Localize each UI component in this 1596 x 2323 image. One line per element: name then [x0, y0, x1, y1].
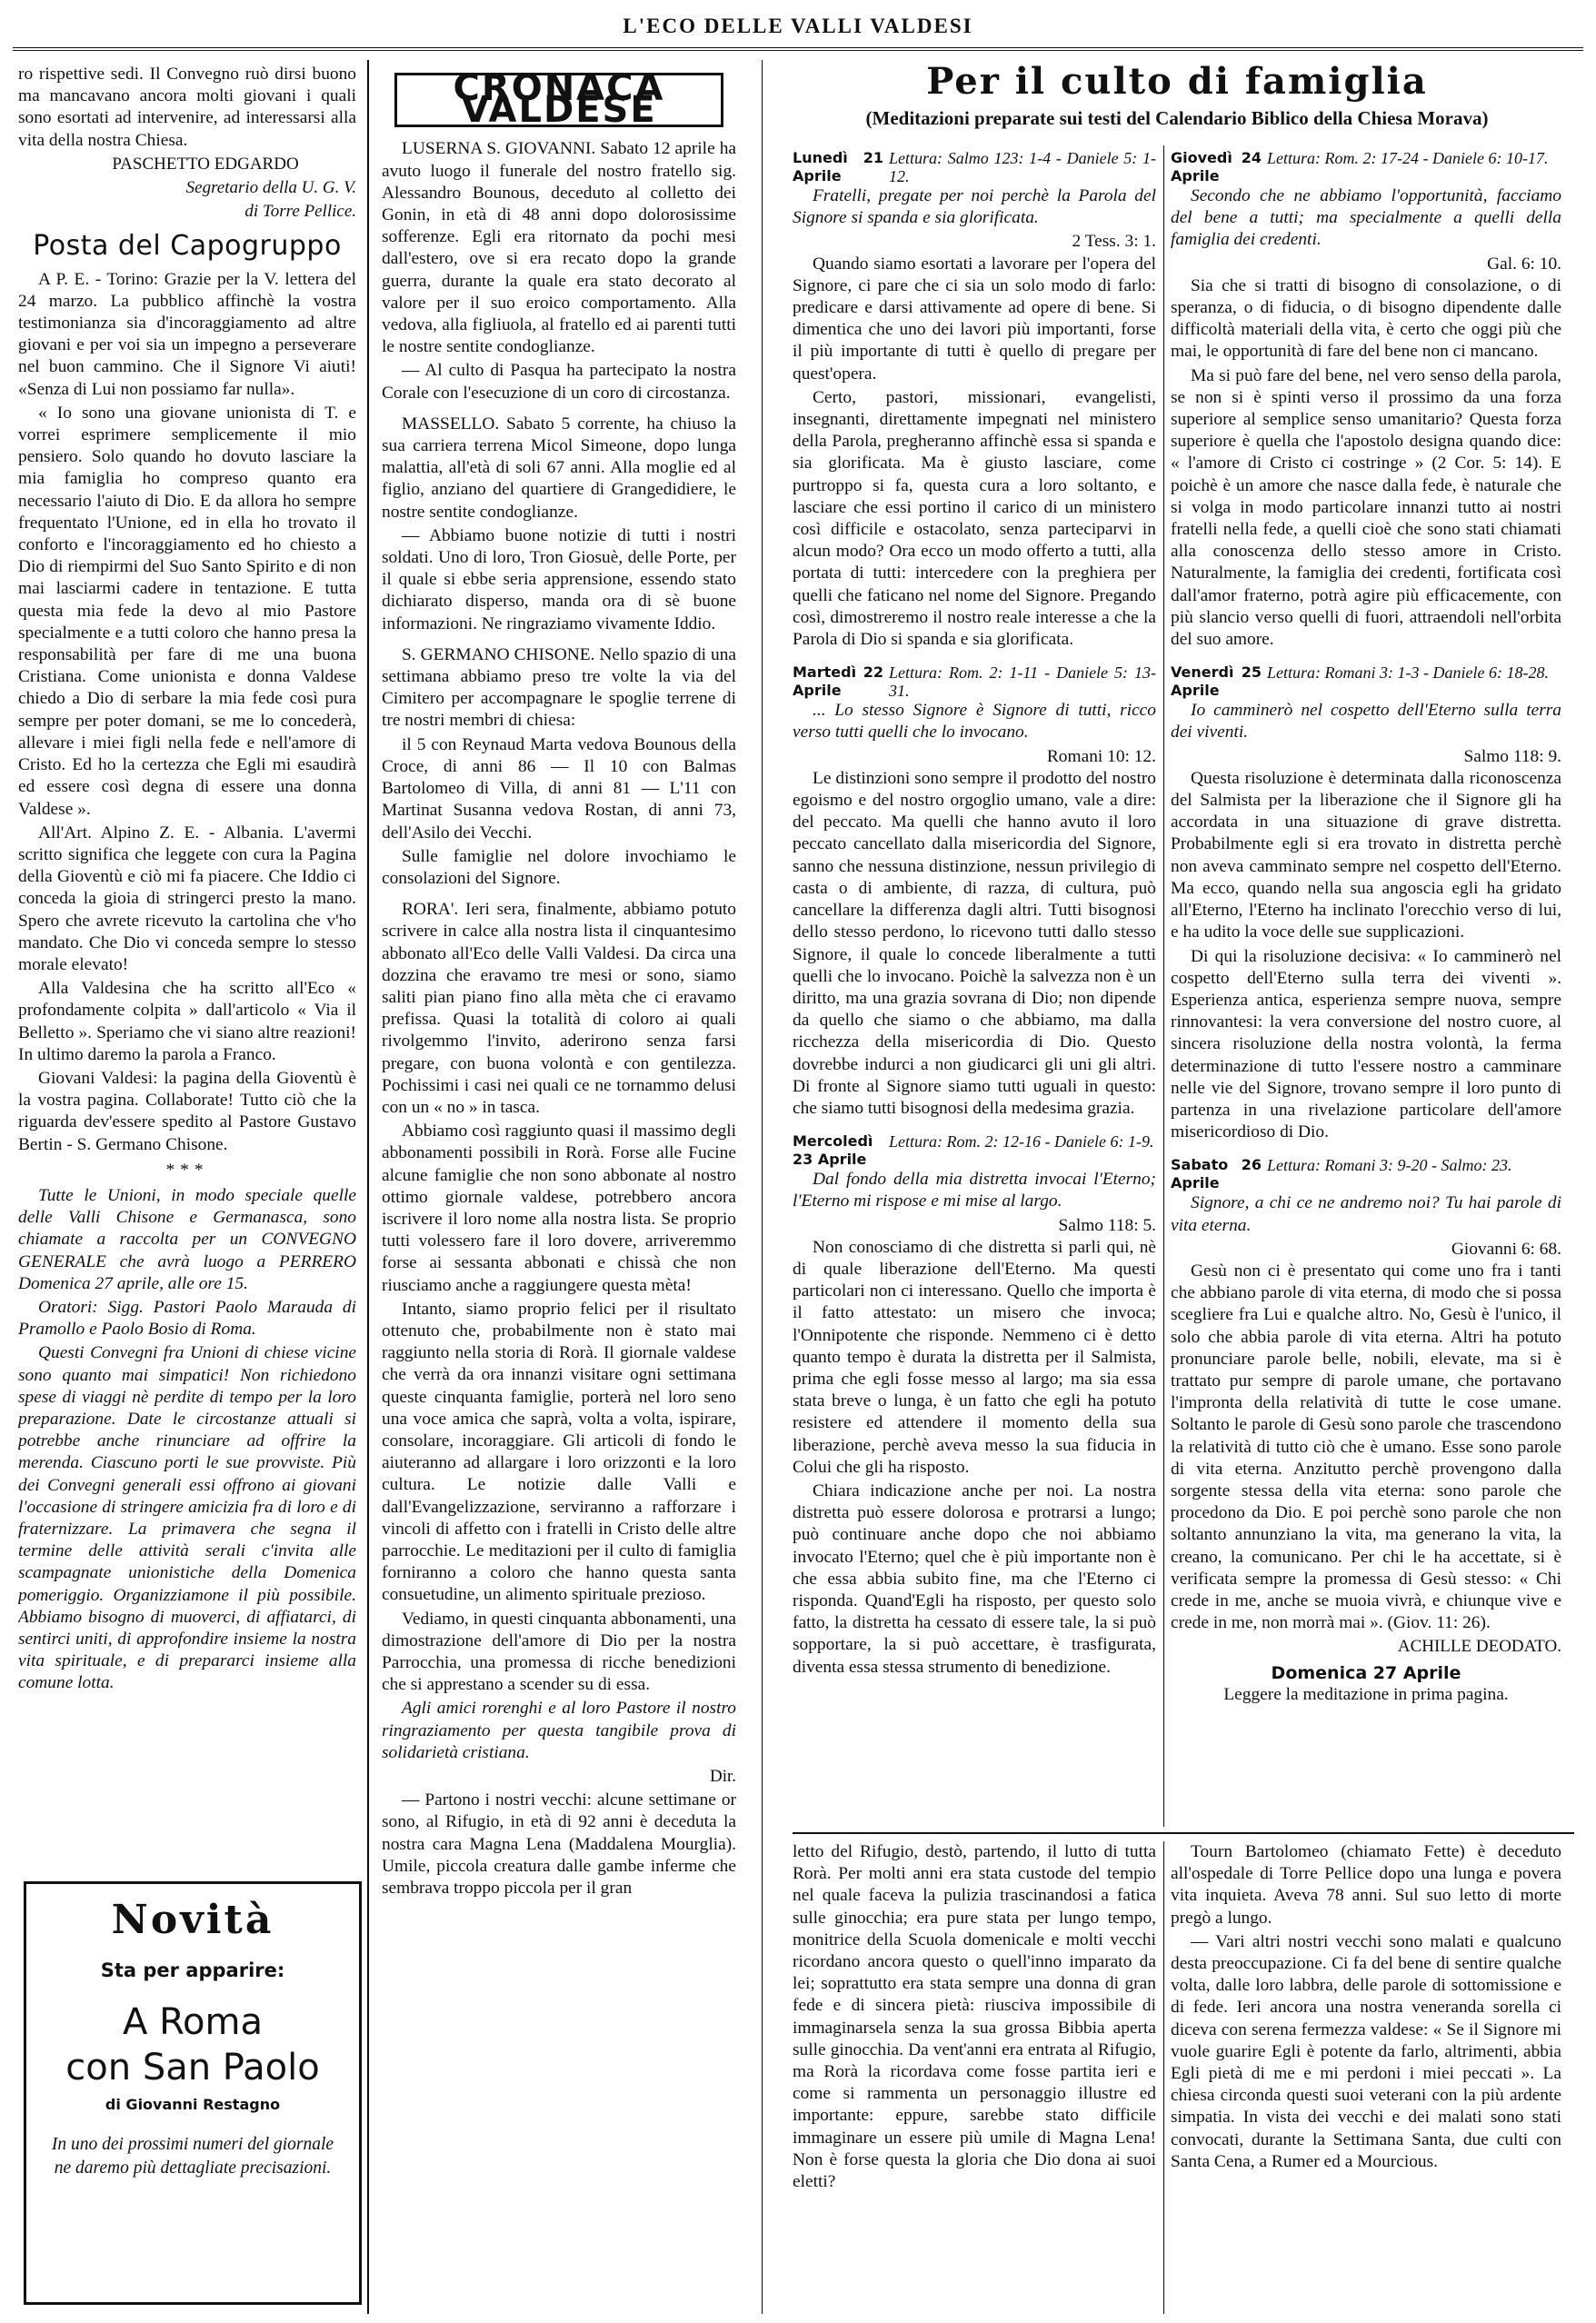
- news-massello: MASSELLO. Sabato 5 corrente, ha chiuso la sua carriera terrena Micol Simeone, dopo lunga malattia, all'età di soli 67 anni. Alla moglie ed al figlio, anziano del quartiere di Grangedidiere, le nostre sentite condoglianze.: [382, 414, 736, 522]
- verse-text: ... Lo stesso Signore è Signore di tutti, ricco verso tutti quelli che lo invocano.: [793, 701, 1156, 743]
- day-label: Lunedì 21 Aprile: [793, 149, 883, 184]
- news-rora: RORA'. Ieri sera, finalmente, abbiamo potuto scrivere in calce alla nostra lista il cinquantesimo abbonato all'Eco delle Valli Valdesi. Da circa una dozzina che eravamo tre mesi or sono, siamo saliti pian piano fino alla mèta che ci eravamo prefissa. Quasi la totalità di coloro ai quali rivolgemmo l'invito, aderirono senza farsi pregare, con buona volontà e con gentilezza. Pochissimi i casi nei quali ce ne tornammo delusi con un « no » in tasca.: [382, 900, 736, 1117]
- day-reading: Lettura: Rom. 2: 17-24 - Daniele 6: 10-17.: [1267, 149, 1549, 167]
- meditation-paragraph: Questa risoluzione è determinata dalla riconoscenza del Salmista per la liberazione che il Signore gli ha accordata in una situazione di grave distretta. Probabilmente egli si era trovato in distretta perchè non aveva camminato sempre nel cospetto dell'Eterno. Ma ecco, quando nella sua angoscia egli ha gridato all'Eterno, l'Eterno ha inclinato l'orecchio verso di lui, e ha udito la voce delle sue supplicazioni.: [1171, 768, 1561, 942]
- news-rora-signature: Dir.: [709, 1767, 736, 1787]
- sunday-label: Domenica 27 Aprile: [1271, 1662, 1461, 1683]
- news-luserna: LUSERNA S. GIOVANNI. Sabato 12 aprile ha avuto luogo il funerale del nostro fratello sig. Alessandro Bounous, deceduto al colletto dei Gonin, in età di 48 anni dopo dolorosissime sofferenze. Egli era ritornato da pochi mesi dall'estero, ove si era recato dopo la grande guerra, durante la quale era stato decorato al valore per il suo eroico comportamento. Alla vedova, alla figliuola, al fratello ed ai parenti tutti le nostre sentite condoglianze.: [382, 139, 736, 357]
- verse-ref: Giovanni 6: 68.: [1451, 1239, 1561, 1259]
- convegno-ending: ro rispettive sedi. Il Convegno ruò dirsi buono ma mancavano ancora molti giovani i quali sono esortati ad intervenire, ad interessarsi alla vita della nostra Chiesa.: [18, 65, 356, 150]
- meditation-paragraph: Certo, pastori, missionari, evangelisti, insegnanti, direttamente impegnati nel ministero della Parola, pregheranno affinchè essa si spanda e sia glorificata. Ma è giusto lasciare, come purtroppo si fa, questa cura a loro soltanto, e lasciare che essi portino il carico di un ministero così difficile e ostacolato, senza parteciparvi in alcun modo? Ora ecco un modo offerto a tutti, alla portata di tutti: intercedere con la preghiera per quelli che faticano nel nome del Signore. Pregando così, dimostreremo il nostro reale interesse a che la Parola di Dio si spanda e sia glorificata.: [793, 387, 1156, 650]
- day-monday: [793, 149, 1156, 185]
- signature-name: PASCHETTO EDGARDO: [112, 154, 299, 174]
- news-sgermano-2: il 5 con Reynaud Marta vedova Bounous della Croce, di anni 86 — Il 10 con Balmas Bartolomeo di Villa, di anni 81 — L'11 con Martinat Susanna vedova Rostan, di anni 73, dell'Asilo dei Vecchi.: [382, 734, 736, 842]
- day-label: Sabato 26 Aprile: [1171, 1156, 1262, 1192]
- letter-reply-3: Alla Valdesina che ha scritto all'Eco « profondamente colpita » dall'articolo « Via il Belletto ». Speriamo che vi siano altre reazioni! In ultimo daremo la parola a Franco.: [18, 979, 356, 1064]
- cronaca-title: CRONACA VALDESE: [394, 73, 723, 127]
- verse-text: Dal fondo della mia distretta invocai l'Eterno; l'Eterno mi rispose e mi mise al largo.: [793, 1170, 1156, 1211]
- verse-ref: Romani 10: 12.: [1046, 746, 1156, 766]
- verse-text: Fratelli, pregate per noi perchè la Parola del Signore si spanda e sia glorificata.: [793, 186, 1156, 228]
- rora-continuation: letto del Rifugio, destò, partendo, il lutto di tutta Rorà. Per molti anni era stata custode del tempio nel quale faceva la pulizia trascinandosi a fatica sulle ginocchia; era pure stata per lungo tempo, monitrice della Scuola domenicale e molti vecchi ricordano ancora questo o quell'inno imparato da lei; soprattutto era stata sempre una donna di gran fede e di sincera pietà: riusciva impossibile di immaginarsela senza la sua grossa Bibbia aperta sulle ginocchia. Da vent'anni era entrata al Rifugio, ma Rorà la ricordava come fosse partita ieri e come si rammenta un personaggio illustre ed importante: eppure, sarebbe stato difficile immaginare un essere più umile di Magna Lena! Non è forse questa la gloria che Dio dona ai suoi eletti?: [793, 1842, 1156, 2192]
- novita-title: Novità: [111, 1897, 274, 1943]
- convegno-announcement: Tutte le Unioni, in modo speciale quelle delle Valli Chisone e Germanasca, sono chiamate a raccolta per un CONVEGNO GENERALE che avrà luogo a PERRERO Domenica 27 aprile, alle ore 15.: [18, 1185, 356, 1293]
- column-rule-4: [1163, 1841, 1164, 2314]
- column-rule-3: [1163, 145, 1164, 1827]
- day-label: Giovedì 24 Aprile: [1171, 149, 1262, 184]
- section-separator: ***: [165, 1160, 209, 1180]
- culto-title: Per il culto di famiglia: [926, 60, 1428, 103]
- verse-ref: Gal. 6: 10.: [1487, 254, 1561, 274]
- bottom-section-rule: [793, 1832, 1574, 1834]
- novita-advert: [24, 1881, 362, 2305]
- rora-news-tourn: Tourn Bartolomeo (chiamato Fette) è deceduto all'ospedale di Torre Pellice dopo una lunga e povera vita inquieta. Aveva 78 anni. Sul suo letto di morte pregò a lungo.: [1171, 1842, 1561, 1928]
- column-5: [793, 1841, 1156, 2314]
- day-friday: [1171, 663, 1561, 700]
- day-label: Mercoledì 23 Aprile: [793, 1132, 873, 1169]
- column-3: [793, 145, 1156, 1827]
- news-sgermano: S. GERMANO CHISONE. Nello spazio di una settimana abbiamo preso tre volte la via del Cimitero per accompagnare le spoglie terrene di tre nostri membri di chiesa:: [382, 644, 736, 731]
- meditation-paragraph: Quando siamo esortati a lavorare per l'opera del Signore, ci pare che ci sia un solo modo di farlo: predicare e darsi attivamente ad opere di bene. Si dimentica che uno dei lavori più importanti, forse il più importante di tutti è quello di pregare per quest'opera.: [793, 254, 1156, 384]
- signature-place: di Torre Pellice.: [244, 202, 356, 222]
- news-rora-4: Vediamo, in questi cinquanta abbonamenti, una dimostrazione dell'amore di Dio per la nostra Parrocchia, una promessa di ricche benedizioni che si apprestano a scender su di essa.: [382, 1609, 736, 1695]
- meditation-paragraph: Ma si può fare del bene, nel vero senso della parola, se non si è spinti verso il prossimo da una forza superiore al semplice senso umanitario? Questa forza superiore è quella che l'apostolo designa quando dice: « l'amore di Cristo ci costringe » (2 Cor. 5: 14). E poichè è un amore che nasce dalla fede, è naturale che si volga in modo particolare innanzi tutto ai nostri fratelli nella fede, a quelli cioè che sono stati chiamati alla conoscenza dello stesso amore in Cristo. Naturalmente, la famiglia dei credenti, fortificata così dall'amor fraterno, potrà agire più efficacemente, con più slancio verso quelli di fuori, attraendoli nell'orbita del suo amore.: [1171, 365, 1561, 650]
- meditation-paragraph: Sia che si tratti di bisogno di consolazione, o di speranza, o di fiducia, o di bisogno dipendente dalle difficoltà materiali della vita, è certo che oggi più che mai, le opportunità di fare del bene non ci mancano.: [1171, 275, 1561, 362]
- column-rule-2: [762, 60, 763, 2314]
- day-wednesday: [793, 1132, 1156, 1169]
- meditation-paragraph: Di qui la risoluzione decisiva: « Io camminerò nel cospetto dell'Eterno sulla terra dei viventi ». Esperienza antica, esperienza sempre nuova, sempre rinnovantesi: la vera conversione del nostro cuore, al sincera risoluzione della nostra volontà, la ferma determinazione di tutto l'essere nostro a camminare nelle vie del Signore, trovano sempre il loro punto di partenza in una rivelazione particolare dell'amore misericordioso di Dio.: [1171, 946, 1561, 1142]
- verse-text: Signore, a chi ce ne andremo noi? Tu hai parole di vita eterna.: [1171, 1193, 1561, 1235]
- letter-reply-4: Giovani Valdesi: la pagina della Gioventù è la vostra pagina. Collaborate! Tutto ciò che la riguarda dev'essere spedito al Pastore Gustavo Bertin - S. Germano Chisone.: [18, 1068, 356, 1154]
- book-author: di Giovanni Restagno: [105, 2096, 281, 2113]
- meditation-paragraph: Le distinzioni sono sempre il prodotto del nostro egoismo e del nostro orgoglio umano, vale a dire: del peccato. Ma quelli che hanno avuto il loro peccato cancellato dalla misericordia del Signore, sanno che nessuna distinzione, nessun privilegio di casta o di ambiente, di razza, di cultura, può cancellare la differenza dagli altri. Tutti bisognosi dello stesso perdono, lo ricevono tutti dallo stesso Signore, il quale lo concede liberalmente a tutti quelli che lo invocano. Poichè la salvezza non è un diritto, ma una grazia sovrana di Dio; non dipende da quello che siamo o che abbiamo, ma dalla ricchezza della misericordia di Dio. Questo dovrebbe indurci a non giudicarci gli uni gli altri. Di fronte al Signore siamo tutti uguali in questo: che siamo tutti bisognosi della medesima grazia.: [793, 768, 1156, 1118]
- verse-ref: 2 Tess. 3: 1.: [1072, 232, 1156, 252]
- letter-reply-1: A P. E. - Torino: Grazie per la V. lettera del 24 marzo. La pubblico affinchè la vostra testimonianza sia d'incoraggiamento ad altre giovani e per voi sia un impegno a perseverare nel buon cammino. Che il Signore Vi aiuti! «Senza di Lui non possiamo far nulla».: [18, 269, 356, 399]
- header-rule: [13, 47, 1583, 51]
- news-luserna-2: — Al culto di Pasqua ha partecipato la nostra Corale con l'esecuzione di un coro di circostanza.: [382, 361, 736, 403]
- book-title-line-1: A Roma: [122, 2001, 264, 2043]
- day-label: Martedì 22 Aprile: [793, 663, 883, 700]
- sunday-note: Leggere la meditazione in prima pagina.: [1223, 1684, 1509, 1704]
- day-saturday: [1171, 1156, 1561, 1192]
- verse-text: Io camminerò nel cospetto dell'Eterno sulla terra dei viventi.: [1171, 701, 1561, 743]
- letter-quote: « Io sono una giovane unionista di T. e vorrei esprimere semplicemente il mio pensiero. Solo quando ho dovuto lasciare la mia famiglia ho compreso quanto era necessario l'aiuto di Dio. E da allora ho sempre frequentato l'Unione, ed in ella ho trovato il conforto e l'incoraggiamento ed ho chiesto a Dio di riempirmi del Suo Santo Spirito e di non mai lasciarmi cadere in tentazione. E tutta questa mia fede la devo al mio Pastore specialmente e a tutti coloro che hanno presa la responsabilità per fare di me una buona Cristiana. Come unionista e donna Valdese chiedo a Dio di serbare la mia fede così pura sempre per poter domani, se me lo concederà, allevare i miei figli nella fede e nell'amore di Cristo. Ed ho la certezza che Egli mi esaudirà ed essere così degna di essere una donna Valdese ».: [18, 403, 356, 819]
- news-massello-2: — Abbiamo buone notizie di tutti i nostri soldati. Uno di loro, Tron Giosuè, delle Porte, per il quale si ebbe seria apprensione, essendo stato dichiarato disperso, manda ora di sè buone informazioni. Ne ringraziamo vivamente Iddio.: [382, 525, 736, 633]
- news-rora-2: Abbiamo così raggiunto quasi il massimo degli abbonamenti possibili in Rorà. Forse alle Fucine alcune famiglie che non sono abbonate al nostro ottimo giornale valdese, potrebbero ancora iscrivere il loro nome alla nostra lista. Se proprio tutti volessero fare il loro dovere, arriveremmo forse ai sessanta abbonati e chissà che non riusciamo anche a raggiungere questa mèta!: [382, 1122, 736, 1295]
- letter-reply-2: All'Art. Alpino Z. E. - Albania. L'avermi scritto significa che leggete con cura la Pagina della Gioventù e ciò mi fa piacere. Che Iddio ci conceda la gioia di stringerci presto la mano. Spero che avrete ricevuto la cartolina che v'ho mandato. Che Dio vi conceda sempre lo stesso morale elevato!: [18, 823, 356, 974]
- day-label: Venerdì 25 Aprile: [1171, 663, 1262, 700]
- column-6: [1171, 1841, 1561, 2314]
- meditation-paragraph: Gesù non ci è presentato qui come uno fra i tanti che abbiano parole di vita eterna, di modo che si possa scegliere fra Lui e qualche altro. No, Gesù è l'unico, il solo che abbia parole di vita eterna. Altri ha potuto pronunciare parole belle, nobili, elevate, ma si è trattato pur sempre di parole umane, che portavano l'impronta della relatività di tutte le cose umane. Soltanto le parole di Gesù sono parole che trascendono la relatività di tutto ciò che è umano. Esse sono parole di vita eterna. Anzitutto perchè provengono dalla sorgente stessa della vita eterna: sono parole che procedono da Dio. E poi perchè sono parole che non soltanto annunziano la vita, ma generano la vita, la creano, la comunicano. Per chi le ha accettate, si è verificata sempre la promessa di Gesù stesso: « Chi crede in me, anche se muoia vivrà, e chiunque vive e crede in me, non morrà mai ». (Giov. 11: 26).: [1171, 1261, 1561, 1633]
- news-sgermano-3: Sulle famiglie nel dolore invochiamo le consolazioni del Signore.: [382, 846, 736, 888]
- news-rora-5: Agli amici rorenghi e al loro Pastore il nostro ringraziamento per questa tangibile prova di solidarietà cristiana.: [382, 1699, 736, 1762]
- culto-subtitle: (Meditazioni preparate sui testi del Calendario Biblico della Chiesa Morava): [865, 107, 1489, 129]
- meditation-paragraph: Chiara indicazione anche per noi. La nostra distretta può essere dolorosa e protrarsi a lungo; può continuare anche dopo che noi abbiamo invocato l'Eterno; quel che è più importante non è che essa abbia subito fine, ma che l'Eterno ci risponda. Quand'Egli ha risposto, per questo solo fatto, la distretta ha cessato di essere tale, la si può sopportare, la si può accettare, è trasfigurata, diventa essa stessa strumento di benedizione.: [793, 1481, 1156, 1677]
- novita-note: In uno dei prossimi numeri del giornale ne daremo più dettagliate precisazioni.: [51, 2135, 334, 2178]
- verse-ref: Salmo 118: 9.: [1463, 746, 1561, 766]
- column-1: [18, 64, 356, 1836]
- day-tuesday: [793, 663, 1156, 700]
- column-2: [382, 64, 736, 2299]
- rora-news-vecchi: — Vari altri nostri vecchi sono malati e qualcuno desta preoccupazione. Ci fa del bene di sentire qualche volta, dalle loro labbra, delle parole di sottomissione e di fede. Ieri ancora una nostra veneranda sorella ci diceva con serena fermezza valdese: « Se il Signore mi vuole guarire Egli è potente da farlo, altrimenti, abbia Egli pietà di me e mi perdoni i miei peccati ». La chiesa circonda questi suoi veterani con la più ardente simpatia. In vista dei vecchi e dei malati sono stati convocati, durante la Settimana Santa, due culti con Santa Cena, a Rumer ed a Mourcious.: [1171, 1931, 1561, 2171]
- day-reading: Lettura: Rom. 2: 1-11 - Daniele 5: 13-31.: [889, 663, 1156, 701]
- convegno-exhortation: Questi Convegni fra Unioni di chiese vicine sono quanto mai simpatici! Non richiedono spese di viaggi nè perdite di tempo per la loro preparazione. Date le circostanze attuali si potrebbe anche rinunciare ad offrire la merenda. Ciascuno porti le sue provviste. Più dei Convegni generali essi offrono ai giovani l'occasione di stringere amicizia fra di loro e di fraternizzare. La primavera che segna il termine delle attività serali c'invita alle scampagnate unionistiche della Domenica pomeriggio. Organizziamone il più possibile. Abbiamo bisogno di muoverci, di affiatarci, di sentirci uniti, di approfondire insieme la nostra vita spirituale, e di prepararci insieme alla comune lotta.: [18, 1343, 356, 1693]
- running-head: L'ECO DELLE VALLI VALDESI: [623, 15, 973, 37]
- day-reading: Lettura: Romani 3: 1-3 - Daniele 6: 18-28.: [1267, 663, 1549, 683]
- signature-role: Segretario della U. G. V.: [185, 178, 356, 198]
- oratori-line: Oratori: Sigg. Pastori Paolo Marauda di Pramollo e Paolo Bosio di Roma.: [18, 1297, 356, 1340]
- column-rule-1: [367, 60, 369, 2314]
- day-thursday: [1171, 149, 1561, 185]
- meditation-signature: ACHILLE DEODATO.: [1397, 1637, 1561, 1657]
- day-reading: Lettura: Romani 3: 9-20 - Salmo: 23.: [1267, 1156, 1512, 1175]
- day-reading: Lettura: Salmo 123: 1-4 - Daniele 5: 1-12.: [889, 149, 1156, 185]
- verse-text: Secondo che ne abbiamo l'opportunità, facciamo del bene a tutti; ma specialmente a quelli della famiglia dei credenti.: [1171, 186, 1561, 250]
- posta-title: Posta del Capogruppo: [33, 230, 342, 263]
- book-title-line-2: con San Paolo: [65, 2047, 320, 2089]
- meditation-paragraph: Non conosciamo di che distretta si parli qui, nè di quale liberazione dell'Eterno. Ma questi particolari non ci interessano. Quello che importa è il fatto attestato: un misero che invoca; l'Onnipotente che risponde. Nemmeno ci è detto quanto tempo è durata la distretta per il Salmista, prima che egli fosse messo al largo; ma sia essa stata breve o lunga, è un fatto che egli ha potuto resistere ed attendere il momento della sua liberazione, perchè aveva messo la sua fiducia in Colui che gli ha risposto.: [793, 1237, 1156, 1477]
- novita-subtitle: Sta per apparire:: [100, 1959, 285, 1981]
- news-rora-3: Intanto, siamo proprio felici per il risultato ottenuto che, probabilmente non è stato mai raggiunto nella storia di Rorà. Il giornale valdese che verrà da ora innanzi visitare ogni settimana queste cinquanta famiglie, porterà nel loro seno una voce amica che saprà, volta a volta, ispirare, consolare, incoraggiare. Gli articoli di fondo le aiuteranno ad allargare i loro orizzonti e la loro cultura. Le notizie dalle Valli e dall'Evangelizzazione, serviranno a rafforzare i vincoli di affetto con i fratelli in Cristo delle altre parrocchie. Le meditazioni per il culto di famiglia forniranno a coloro che hanno questa santa consuetudine, un alimento spirituale prezioso.: [382, 1299, 736, 1605]
- column-4: [1171, 145, 1561, 1827]
- verse-ref: Salmo 118: 5.: [1058, 1215, 1156, 1235]
- news-rora-6: — Partono i nostri vecchi: alcune settimane or sono, al Rifugio, in età di 92 anni è deceduta la nostra cara Magna Lena (Maddalena Mourglia). Umile, piccola creatura dalle gambe inferme che sembrava troppo piccola per il gran: [382, 1790, 736, 1899]
- day-reading: Lettura: Rom. 2: 12-16 - Daniele 6: 1-9.: [889, 1132, 1154, 1152]
